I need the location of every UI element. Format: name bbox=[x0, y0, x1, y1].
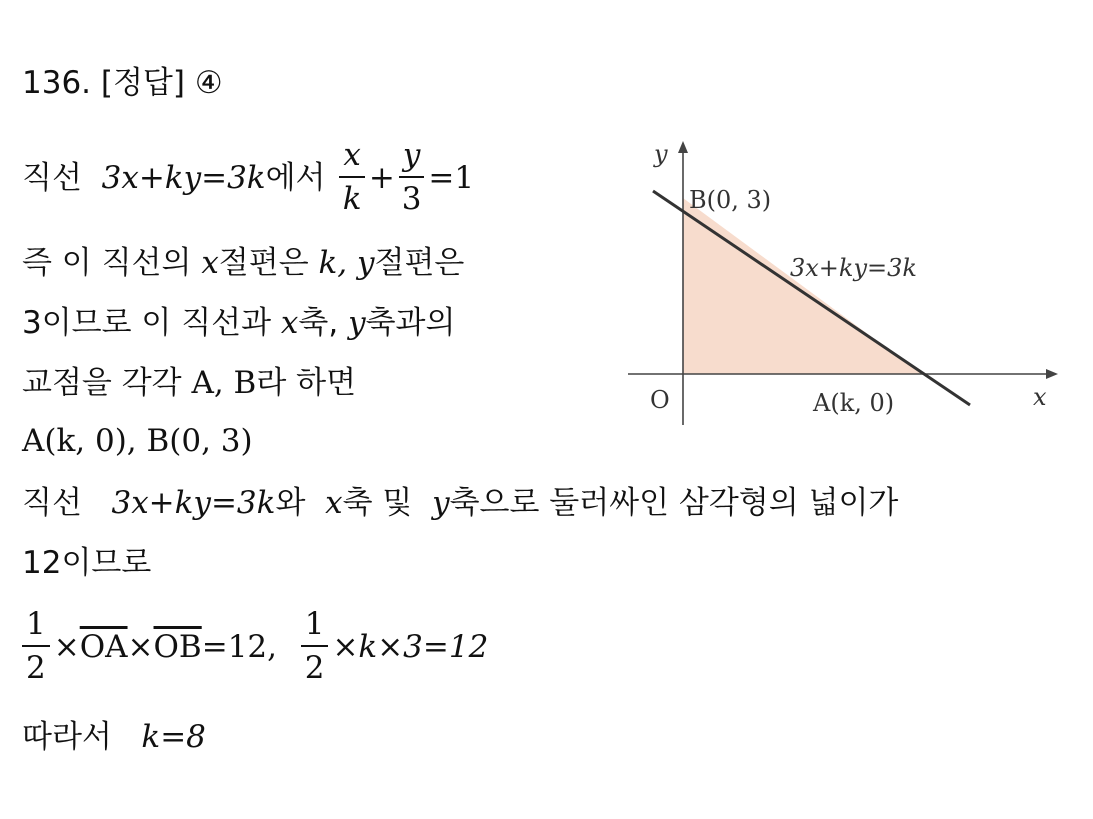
final-answer: k=8 bbox=[141, 719, 206, 755]
text-line-3: 3이므로 이 직선과 x축, y축과의 bbox=[22, 305, 456, 341]
text-line-8: $\frac{1}{2}$ × $\overline{OA}$ × $\overline{OB}$ =12, $\frac{1}{2}$ ×k×3=12 bbox=[22, 606, 488, 688]
fraction-y-over-3: $\frac{y}{3}$ bbox=[399, 138, 425, 217]
segment-ob: $\overline{OB}$ bbox=[153, 628, 202, 665]
text-line-5: A(k, 0), B(0, 3) bbox=[22, 423, 253, 459]
answer-heading bbox=[22, 65, 223, 101]
fraction-one-half-2: $\frac{1}{2}$ bbox=[301, 607, 329, 686]
problem-number: 136. bbox=[22, 65, 92, 101]
point-a-label: A(k, 0) bbox=[813, 389, 895, 417]
point-b-label: B(0, 3) bbox=[689, 186, 772, 214]
text-line-7: 12이므로 bbox=[22, 545, 152, 581]
fraction-x-over-k: $\frac{x}{k}$ bbox=[339, 138, 364, 217]
line-equation: 3x+ky=3k bbox=[101, 159, 266, 196]
y-axis-label: y bbox=[654, 140, 668, 168]
line-equation-label: 3x+ky=3k bbox=[790, 254, 917, 282]
text-line-2: 즉 이 직선의 x절편은 k, y절편은 bbox=[22, 245, 465, 281]
origin-label: O bbox=[650, 386, 670, 414]
text-line-6: 직선 3x+ky=3k와 x축 및 y축으로 둘러싸인 삼각형의 넓이가 bbox=[22, 485, 899, 521]
graph-figure bbox=[620, 135, 1070, 435]
text-line-4: 교점을 각각 A, B라 하면 bbox=[22, 365, 357, 401]
answer-label: [정답] ④ bbox=[100, 65, 223, 101]
text-line-1: 직선 3x+ky=3k 에서 $\frac{x}{k}$ + $\frac{y}{3}$ =1 bbox=[22, 137, 475, 217]
x-axis-arrow bbox=[1046, 369, 1058, 379]
segment-oa: $\overline{OA}$ bbox=[79, 628, 128, 665]
x-axis-label: x bbox=[1033, 383, 1047, 411]
y-axis-arrow bbox=[678, 141, 688, 153]
fraction-one-half: $\frac{1}{2}$ bbox=[22, 607, 50, 686]
text-line-9: 따라서 k=8 bbox=[22, 719, 206, 755]
